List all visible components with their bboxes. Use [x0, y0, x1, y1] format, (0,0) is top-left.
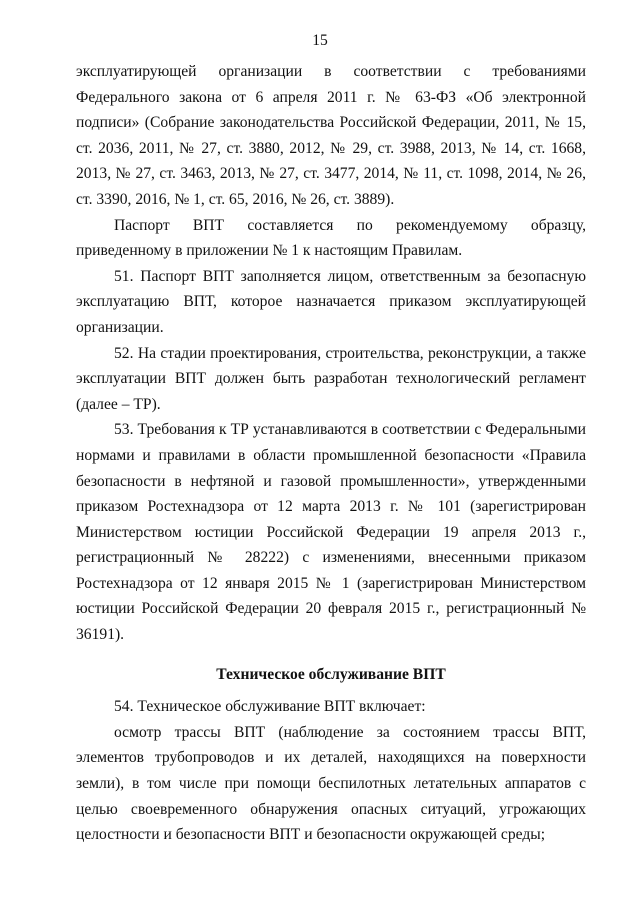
paragraph-passport: Паспорт ВПТ составляется по рекомендуемому образцу, приведенному в приложении № 1 к настоящим Правилам. — [76, 216, 586, 260]
paragraph-53: 53. Требования к ТР устанавливаются в соответствии с Федеральными нормами и правилами в области промышленной безопасности «Правила безопасности в нефтяной и газовой промышленности», утвержденными приказом Ростехнадзора от 12 марта 2013 г. № 101 (зарегистрирован Министерством юстиции Российской Федерации 19 апреля 2013 г., регистрационный № 28222) с изменениями, внесенными приказом Ростехнадзора от 12 января 2015 № 1 (зарегистрирован Министерством юстиции Российской Федерации 20 февраля 2015 г., регистрационный № 36191). — [76, 421, 586, 644]
paragraph-continuation: эксплуатирующей организации в соответствии с требованиями Федерального закона от 6 апреля 2011 г. № 63-ФЗ «Об электронной подписи» (Собрание законодательства Российской Федерации, 2011, № 15, ст. 2036, 2011, № 27, ст. 3880, 2012, № 29, ст. 3988, 2013, № 14, ст. 1668, 2013, № 27, ст. 3463, 2013, № 27, ст. 3477, 2014, № 11, ст. 1098, 2014, № 26, ст. 3390, 2016, № 1, ст. 65, 2016, № 26, ст. 3889). — [76, 63, 586, 208]
paragraph-51: 51. Паспорт ВПТ заполняется лицом, ответственным за безопасную эксплуатацию ВПТ, которое назначается приказом эксплуатирующей организации. — [76, 267, 586, 336]
paragraph-52: 52. На стадии проектирования, строительства, реконструкции, а также эксплуатации ВПТ должен быть разработан технологический регламент (далее – ТР). — [76, 344, 586, 413]
section-heading: Техническое обслуживание ВПТ — [216, 665, 446, 683]
paragraph-54: 54. Техническое обслуживание ВПТ включает: — [114, 698, 426, 716]
paragraph-54-item-1: осмотр трассы ВПТ (наблюдение за состоянием трассы ВПТ, элементов трубопроводов и их деталей, находящихся на поверхности земли), в том числе при помощи беспилотных летательных аппаратов с целью своевременного обнаружения опасных ситуаций, угрожающих целостности и безопасности ВПТ и безопасности окружающей среды; — [76, 723, 586, 844]
document-body — [76, 59, 586, 848]
page-number: 15 — [312, 32, 328, 49]
